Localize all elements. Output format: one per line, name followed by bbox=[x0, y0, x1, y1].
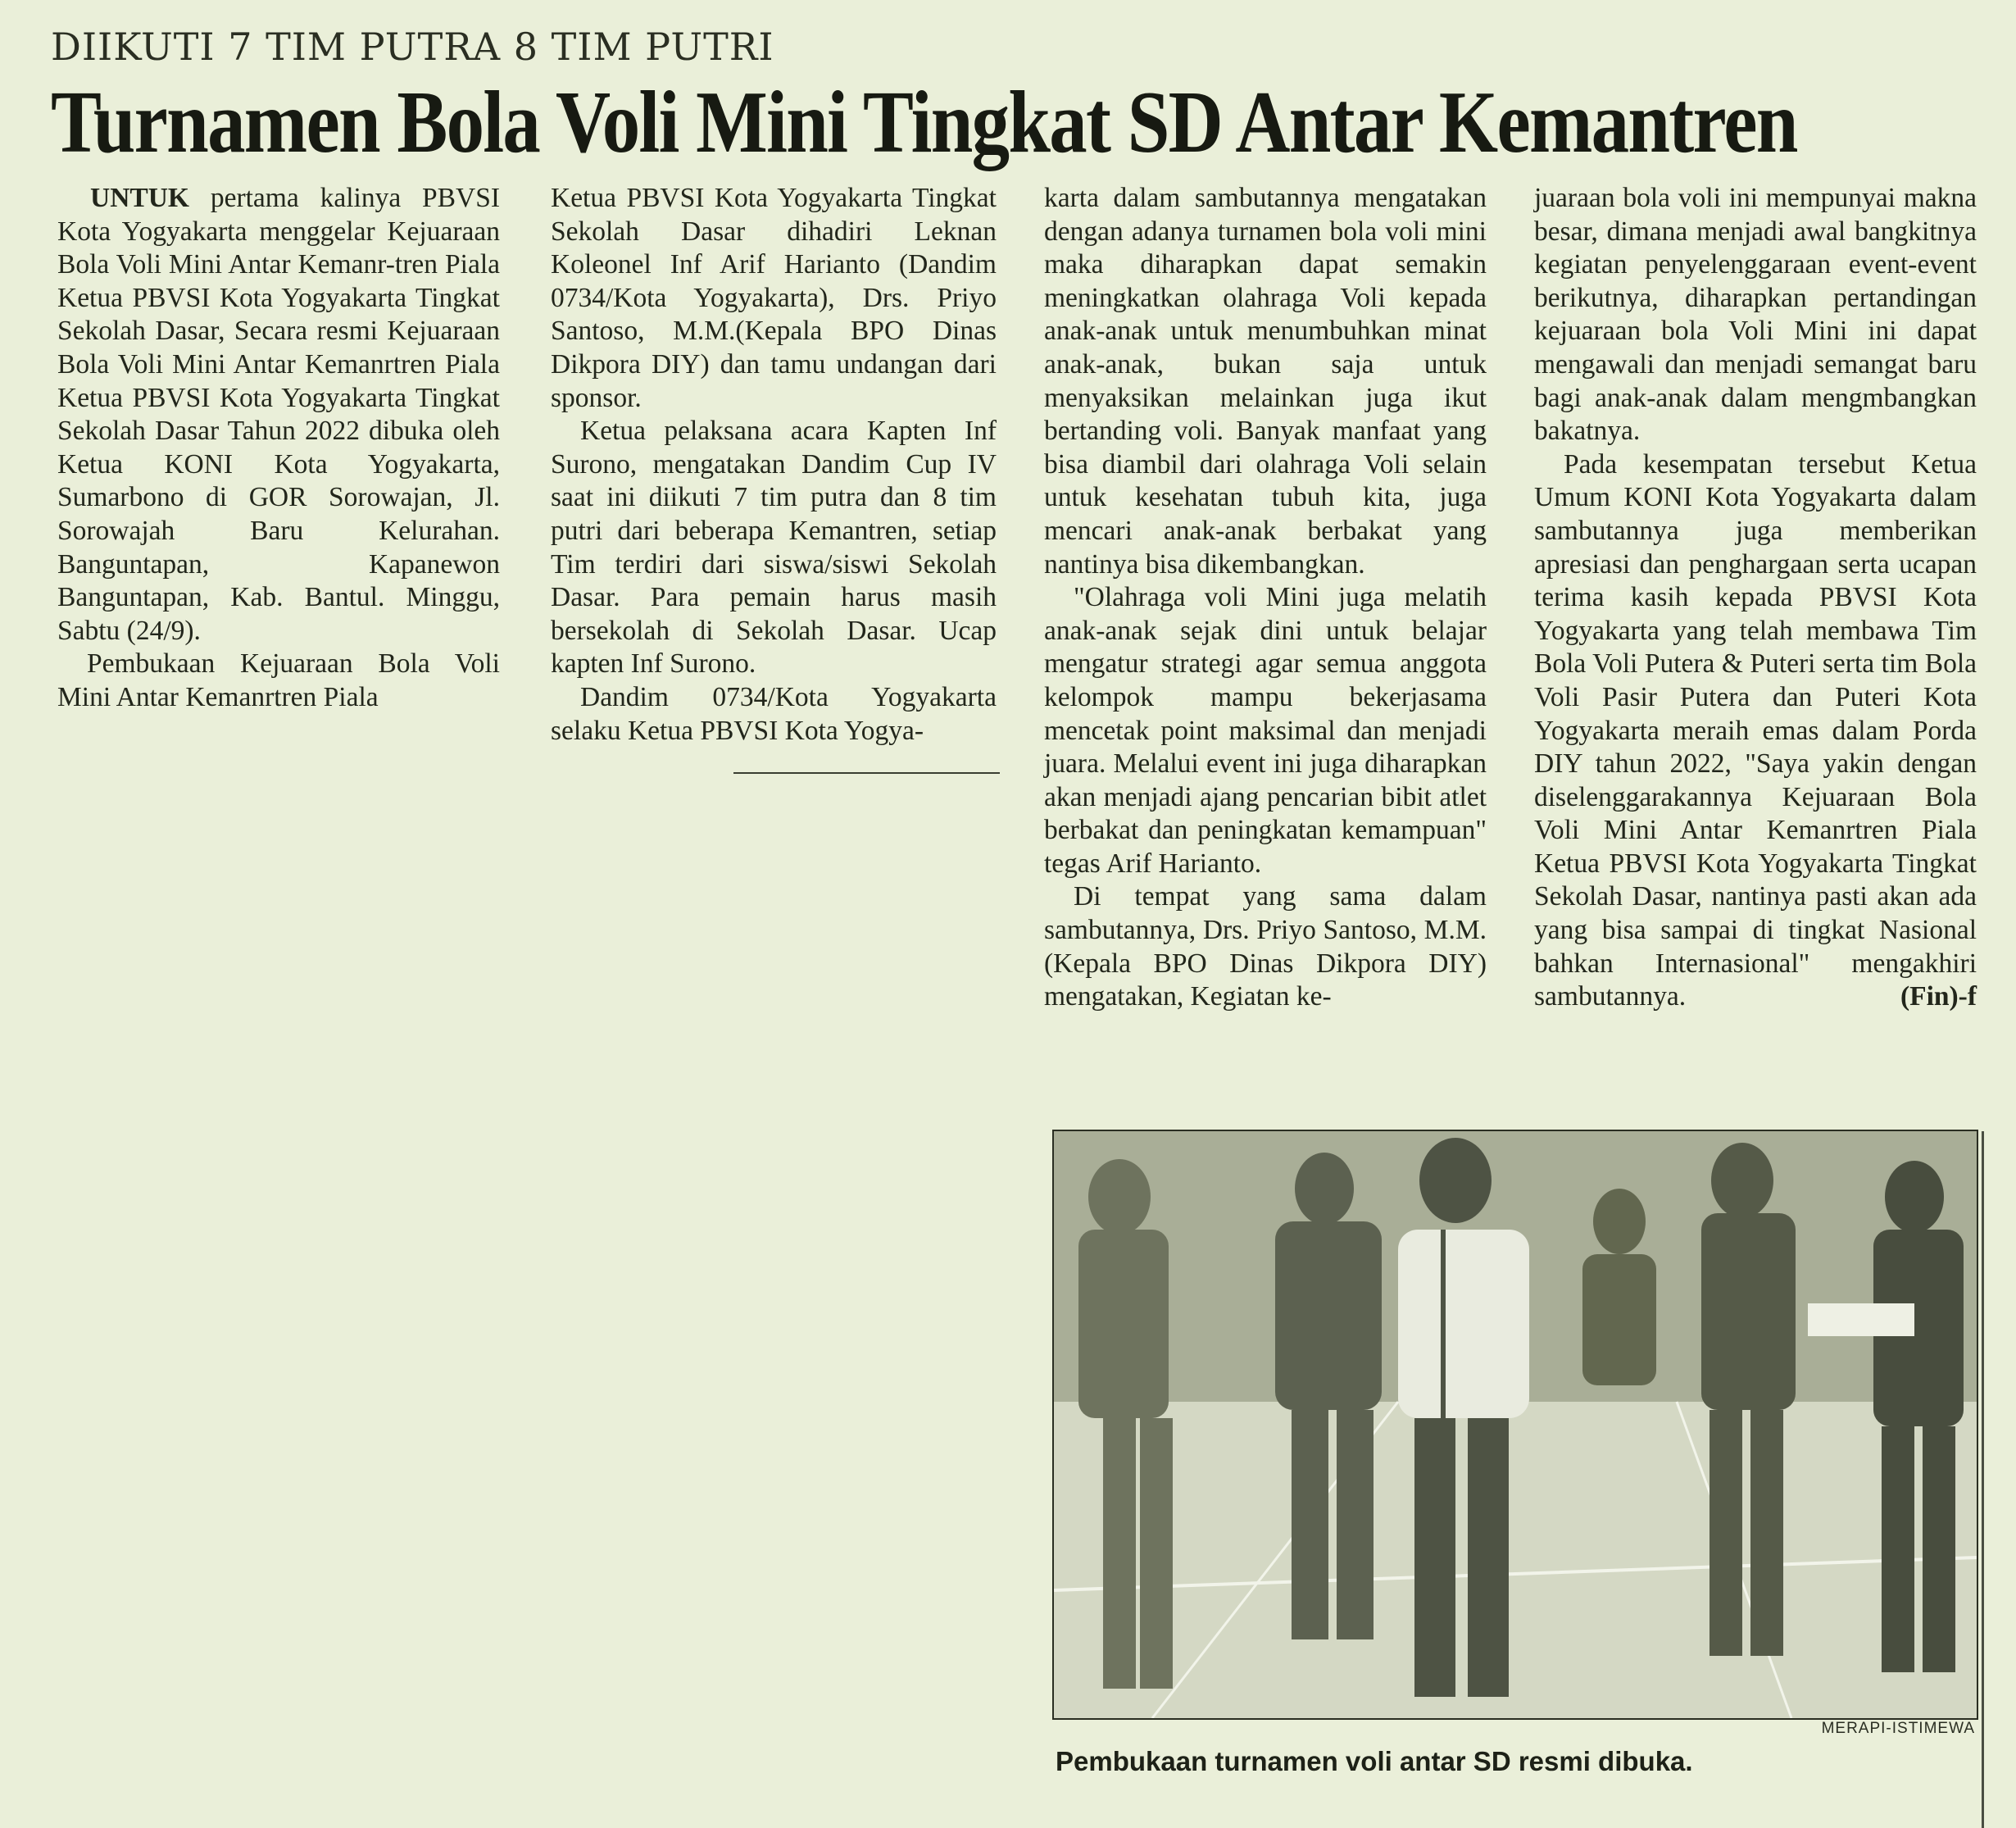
article-column-2 bbox=[551, 182, 997, 748]
article-kicker: DIIKUTI 7 TIM PUTRA 8 TIM PUTRI bbox=[51, 25, 774, 69]
article-photo bbox=[1052, 1130, 1978, 1720]
clipping-edge bbox=[1982, 1131, 1984, 1828]
article-paragraph: juaraan bola voli ini mempunyai makna besar, dimana menjadi awal bangkitnya kegiatan penyelenggaraan event-event berikutnya, diharapkan pertandingan kejuaraan bola Voli Mini ini dapat mengawali dan menjadi semangat baru bagi anak-anak dalam mengmbangkan bakatnya. bbox=[1534, 183, 1977, 447]
article-paragraph bbox=[57, 182, 500, 648]
article-column-3 bbox=[1044, 182, 1487, 1014]
column-end-rule bbox=[733, 772, 1000, 774]
article-paragraph: Dandim 0734/Kota Yogyakarta selaku Ketua PBVSI Kota Yogya- bbox=[551, 681, 997, 746]
article-column-1 bbox=[57, 182, 500, 715]
article-paragraph: Ketua pelaksana acara Kapten Inf Surono, mengatakan Dandim Cup IV saat ini diikuti 7 tim putra dan 8 tim putri dari beberapa Kemantren, setiap Tim terdiri dari siswa/siswi Sekolah Dasar. Para pemain harus masih bersekolah di Sekolah Dasar. Ucap kapten Inf Surono. bbox=[551, 416, 997, 680]
photo-caption: Pembukaan turnamen voli antar SD resmi dibuka. bbox=[1056, 1746, 1693, 1776]
paragraph-text: pertama kalinya PBVSI Kota Yogyakarta menggelar Kejuaraan Bola Voli Mini Antar Kemanr-tren Piala Ketua PBVSI Kota Yogyakarta Tingkat Sekolah Dasar, Secara resmi Kejuaraan Bola Voli Mini Antar Kemanrtren Piala Ketua PBVSI Kota Yogyakarta Tingkat Sekolah Dasar Tahun 2022 dibuka oleh Ketua KONI Kota Yogyakarta, Sumarbono di GOR Sorowajan, Jl. Sorowajah Baru Kelurahan. Banguntapan, Kapanewon Banguntapan, Kab. Bantul. Minggu, Sabtu (24/9). bbox=[57, 183, 500, 646]
article-paragraph: karta dalam sambutannya mengatakan dengan adanya turnamen bola voli mini maka diharapkan dapat semakin meningkatkan olahraga Voli kepada anak-anak untuk menumbuhkan minat anak-anak, bukan saja untuk menyaksikan melainkan juga ikut bertanding voli. Banyak manfaat yang bisa diambil dari olahraga Voli selain untuk kesehatan tubuh kita, juga mencari anak-anak berbakat yang nantinya bisa dikembangkan. bbox=[1044, 183, 1487, 580]
paragraph-text: Pada kesempatan tersebut Ketua Umum KONI Kota Yogyakarta dalam sambutannya juga memberikan apresiasi dan penghargaan serta ucapan terima kasih kepada PBVSI Kota Yogyakarta yang telah membawa Tim Bola Voli Putera & Puteri serta tim Bola Voli Pasir Putera dan Puteri Kota Yogyakarta meraih emas dalam Porda DIY tahun 2022, "Saya yakin dengan diselenggarakannya Kejuaraan Bola Voli Mini Antar Kemanrtren Piala Ketua PBVSI Kota Yogyakarta Tingkat Sekolah Dasar, nantinya pasti akan ada yang bisa sampai di tingkat Nasional bahkan Internasional" mengakhiri sambutannya. bbox=[1534, 448, 1977, 1012]
article-paragraph: Pembukaan Kejuaraan Bola Voli Mini Antar Kemanrtren Piala bbox=[57, 648, 500, 712]
photo-illustration bbox=[1054, 1131, 1977, 1718]
photo-credit: MERAPI-ISTIMEWA bbox=[1821, 1720, 1975, 1737]
article-paragraph: Di tempat yang sama dalam sambutannya, Drs. Priyo Santoso, M.M.(Kepala BPO Dinas Dikpora DIY) mengatakan, Kegiatan ke- bbox=[1044, 881, 1487, 1012]
article-paragraph bbox=[1534, 448, 1977, 1014]
lead-word: UNTUK bbox=[90, 183, 189, 213]
author-signature: (Fin)-f bbox=[1900, 981, 1977, 1012]
article-paragraph: "Olahraga voli Mini juga melatih anak-anak sejak dini untuk belajar mengatur strategi agar semua anggota kelompok mampu bekerjasama mencetak point maksimal dan menjadi juara. Melalui event ini juga diharapkan akan menjadi ajang pencarian bibit atlet berbakat dan peningkatan kemampuan" tegas Arif Harianto. bbox=[1044, 582, 1487, 879]
article-column-4 bbox=[1534, 182, 1977, 1014]
article-headline: Turnamen Bola Voli Mini Tingkat SD Antar Kemantren bbox=[51, 74, 1797, 171]
article-paragraph: Ketua PBVSI Kota Yogyakarta Tingkat Sekolah Dasar dihadiri Leknan Koleonel Inf Arif Harianto (Dandim 0734/Kota Yogyakarta), Drs. Priyo Santoso, M.M.(Kepala BPO Dinas Dikpora DIY) dan tamu undangan dari sponsor. bbox=[551, 183, 997, 413]
